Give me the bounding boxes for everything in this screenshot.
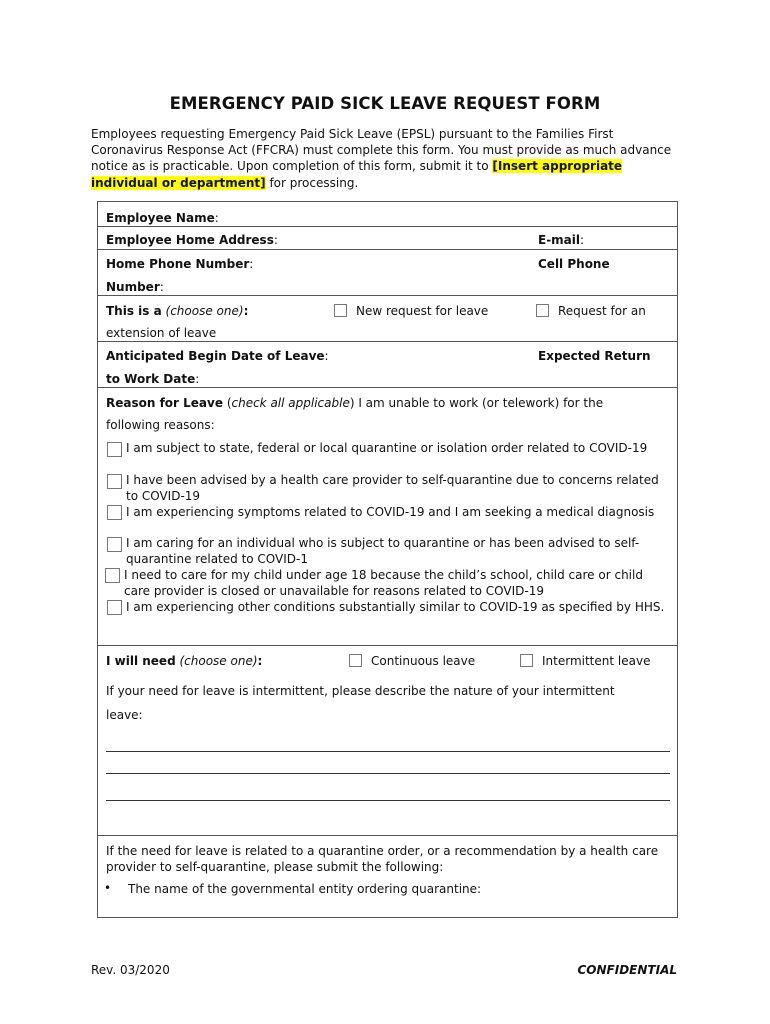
expected-return-label: Expected Return [538,349,651,363]
intermittent-description-prompt-cont: leave: [106,708,143,722]
reason-line2: following reasons: [106,418,215,432]
reason-item-2: I have been advised by a health care provider to self-quarantine due to concerns related to COVID-19 [126,473,659,503]
divider [98,387,677,388]
reason-item-6: I am experiencing other conditions substantially similar to COVID-19 as specified by HHS. [126,600,665,614]
quarantine-entity-field: The name of the governmental entity ordering quarantine: [128,882,482,896]
reason-checkbox-1[interactable] [107,442,122,457]
reason-checkbox-2[interactable] [107,474,122,489]
return-date-label: to Work Date [106,372,196,386]
request-form [97,201,678,918]
reason-checkbox-3[interactable] [107,505,122,520]
email-label: E-mail [538,233,581,247]
divider [98,341,677,342]
home-address-field[interactable] [106,233,278,248]
reason-checkbox-6[interactable] [107,600,122,615]
divider [98,226,677,227]
cell-phone-field[interactable] [106,280,164,295]
colon: : [195,372,200,386]
intro-text: Employees requesting Emergency Paid Sick Leave (EPSL) pursuant to the Families First Coronavirus Response Act (FFCRA) must complete this form. You must provide as much advance notice as is practicable. Upon completion of this form, submit it to [91,127,672,174]
employee-name-label: Employee Name [106,211,215,225]
reason-heading: Reason for Leave (check all applicable) I am unable to work (or telework) for the [106,396,604,410]
intermittent-leave-label: Intermittent leave [542,654,651,668]
reason-item-1: I am subject to state, federal or local quarantine or isolation order related to COVID-19 [126,441,648,455]
cell-phone-number-label: Number [106,280,160,294]
continuous-leave-label: Continuous leave [371,654,476,668]
check-all-hint: check all applicable [231,396,350,410]
intro-highlight: [Insert appropriate individual or department] [91,159,623,190]
reason-line1: I am unable to work (or telework) for the [354,396,604,410]
extension-request-label: Request for an [558,304,646,318]
colon: : [324,349,329,363]
reason-item-5: I need to care for my child under age 18 because the child’s school, child care or child care provider is closed or unavailable for reasons related to COVID-19 [124,568,643,598]
colon: : [249,257,254,271]
intermittent-leave-checkbox[interactable] [520,654,533,667]
home-phone-field[interactable] [106,257,253,272]
colon: : [580,233,585,247]
email-field[interactable] [538,233,584,248]
extension-request-label-cont: extension of leave [106,326,217,340]
intermittent-description-prompt: If your need for leave is intermittent, please describe the nature of your intermittent [106,684,615,698]
request-type-label [106,304,248,319]
reason-label: Reason for Leave [106,396,223,410]
colon: : [273,233,278,247]
colon: : [159,280,164,294]
page-title: EMERGENCY PAID SICK LEAVE REQUEST FORM [169,94,601,113]
this-is-a-label: This is a [106,304,162,318]
revision-label: Rev. 03/2020 [91,963,170,977]
begin-date-label: Anticipated Begin Date of Leave [106,349,325,363]
choose-one-hint: (choose one) [165,304,244,318]
home-address-label: Employee Home Address [106,233,274,247]
need-label: I will need [106,654,176,668]
reason-checkbox-4[interactable] [107,537,122,552]
colon: : [214,211,219,225]
new-request-checkbox[interactable] [334,304,347,317]
bullet-icon: • [104,881,112,895]
colon: : [243,304,249,318]
divider [98,249,677,250]
new-request-label: New request for leave [356,304,489,318]
employee-name-field[interactable] [106,211,219,226]
reason-item-3: I am experiencing symptoms related to COVID-19 and I am seeking a medical diagnosis [126,505,655,519]
description-line-3[interactable] [106,800,670,801]
intro-paragraph [91,126,681,191]
confidential-label: CONFIDENTIAL [577,963,677,977]
quarantine-instructions: If the need for leave is related to a quarantine order, or a recommendation by a health care provider to self-quarantine, please submit the following: [106,844,659,874]
divider [98,295,677,296]
choose-one-hint: (choose one) [179,654,258,668]
intro-text-after: for processing. [265,175,359,190]
cell-phone-label: Cell Phone [538,257,610,271]
divider [98,645,677,646]
home-phone-label: Home Phone Number [106,257,250,271]
extension-request-checkbox[interactable] [536,304,549,317]
description-line-1[interactable] [106,751,670,752]
colon: : [257,654,263,668]
description-line-2[interactable] [106,773,670,774]
divider [98,835,677,836]
reason-checkbox-5[interactable] [105,568,120,583]
begin-date-field[interactable] [106,349,329,364]
reason-item-4: I am caring for an individual who is subject to quarantine or has been advised to self-quarantine related to COVID-1 [126,536,640,566]
need-heading [106,654,262,669]
return-date-field[interactable] [106,372,199,387]
continuous-leave-checkbox[interactable] [349,654,362,667]
